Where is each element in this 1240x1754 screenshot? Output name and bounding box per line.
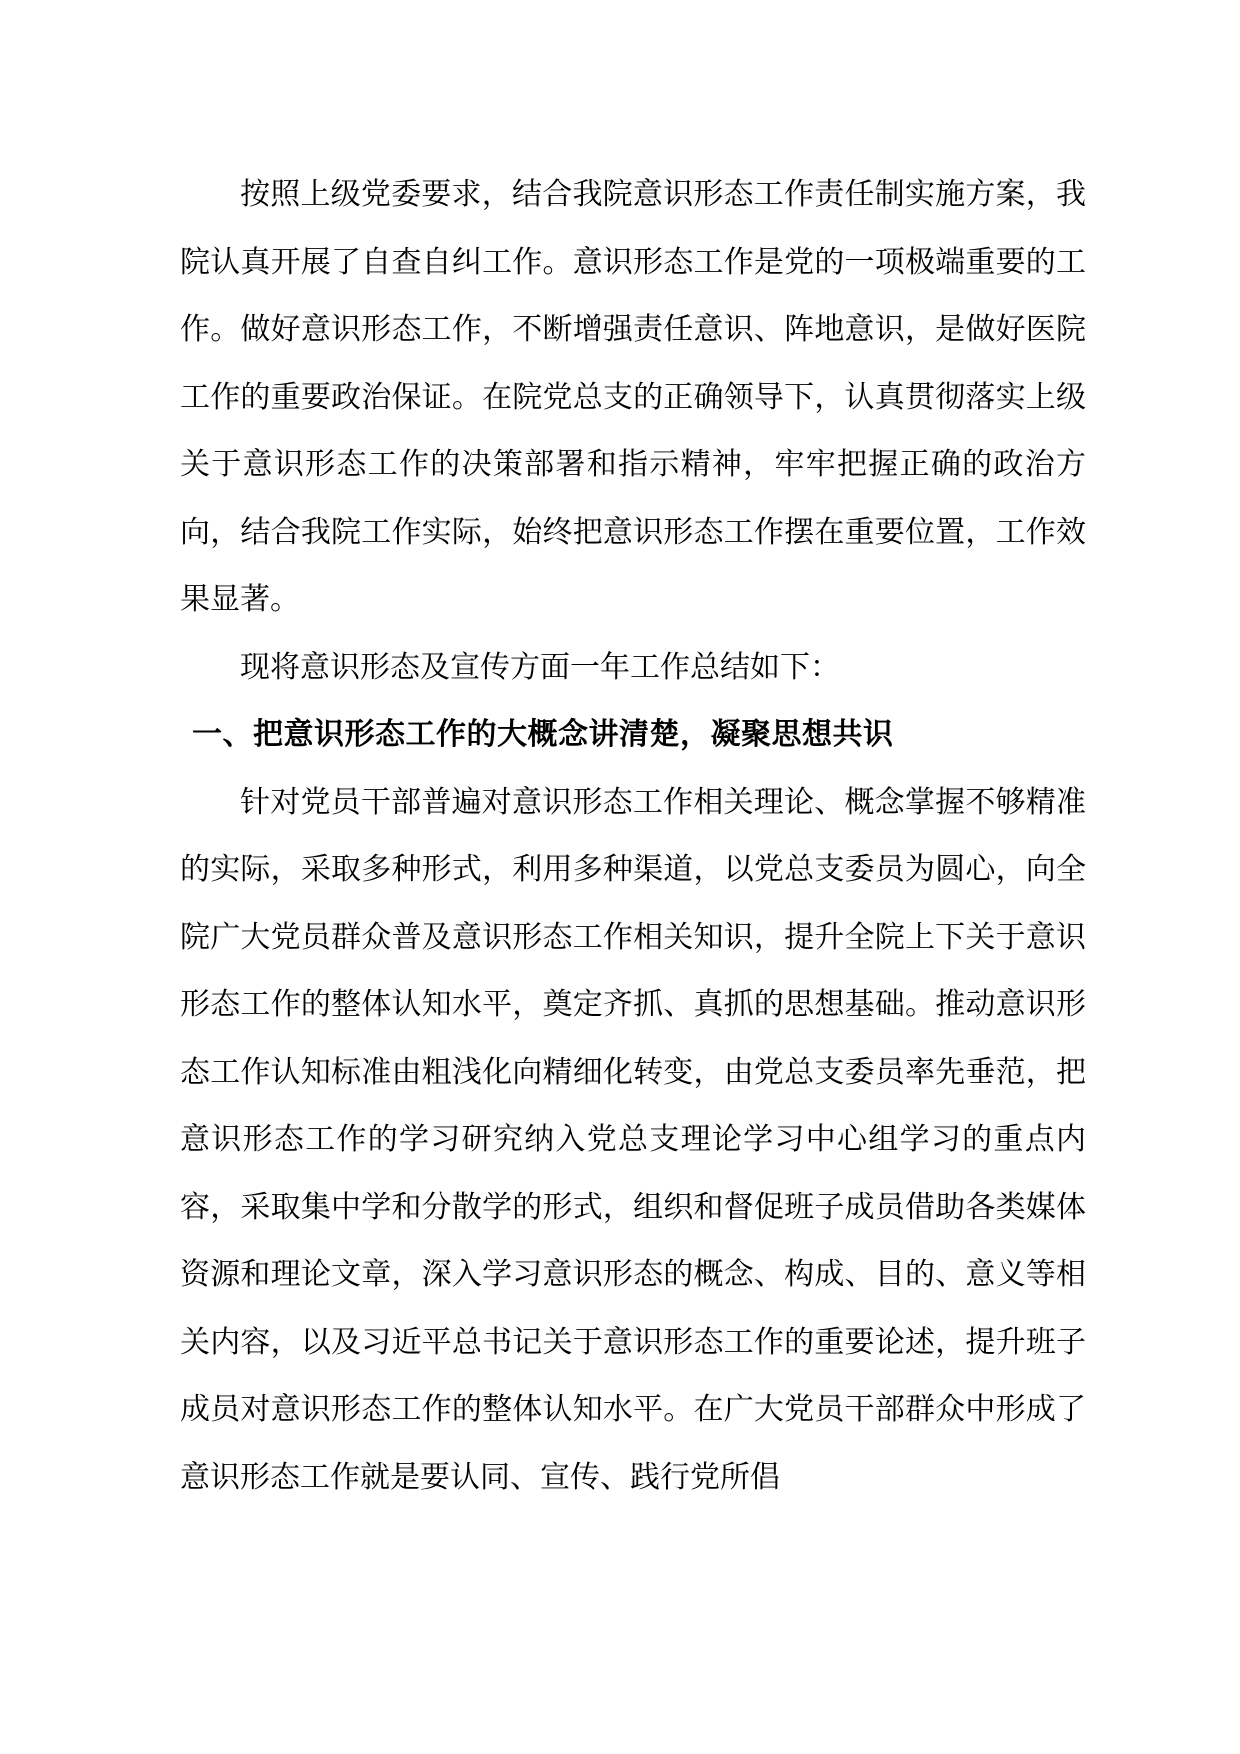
section-1-heading: 一、把意识形态工作的大概念讲清楚，凝聚思想共识 [192, 718, 894, 751]
paragraph-section-1-body: 针对党员干部普遍对意识形态工作相关理论、概念掌握不够精准的实际，采取多种形式，利用多种渠道，以党总支委员为圆心，向全院广大党员群众普及意识形态工作相关知识，提升全院上下关于意识形态工作的整体认知水平，奠定齐抓、真抓的思想基础。推动意识形态工作认知标准由粗浅化向精细化转变，由党总支委员率先垂范，把意识形态工作的学习研究纳入党总支理论学习中心组学习的重点内容，采取集中学和分散学的形式，组织和督促班子成员借助各类媒体资源和理论文章，深入学习意识形态的概念、构成、目的、意义等相关内容，以及习近平总书记关于意识形态工作的重要论述，提升班子成员对意识形态工作的整体认知水平。在广大党员干部群众中形成了意识形态工作就是要认同、宣传、践行党所倡 [180, 785, 1086, 1494]
paragraph-opening: 按照上级党委要求，结合我院意识形态工作责任制实施方案，我院认真开展了自查自纠工作。意识形态工作是党的一项极端重要的工作。做好意识形态工作，不断增强责任意识、阵地意识，是做好医院工作的重要政治保证。在院党总支的正确领导下，认真贯彻落实上级关于意识形态工作的决策部署和指示精神，牢牢把握正确的政治方向，结合我院工作实际，始终把意识形态工作摆在重要位置，工作效果显著。 [180, 178, 1086, 616]
paragraph-lead-in: 现将意识形态及宣传方面一年工作总结如下： [240, 650, 840, 684]
document-body [180, 161, 1086, 1511]
